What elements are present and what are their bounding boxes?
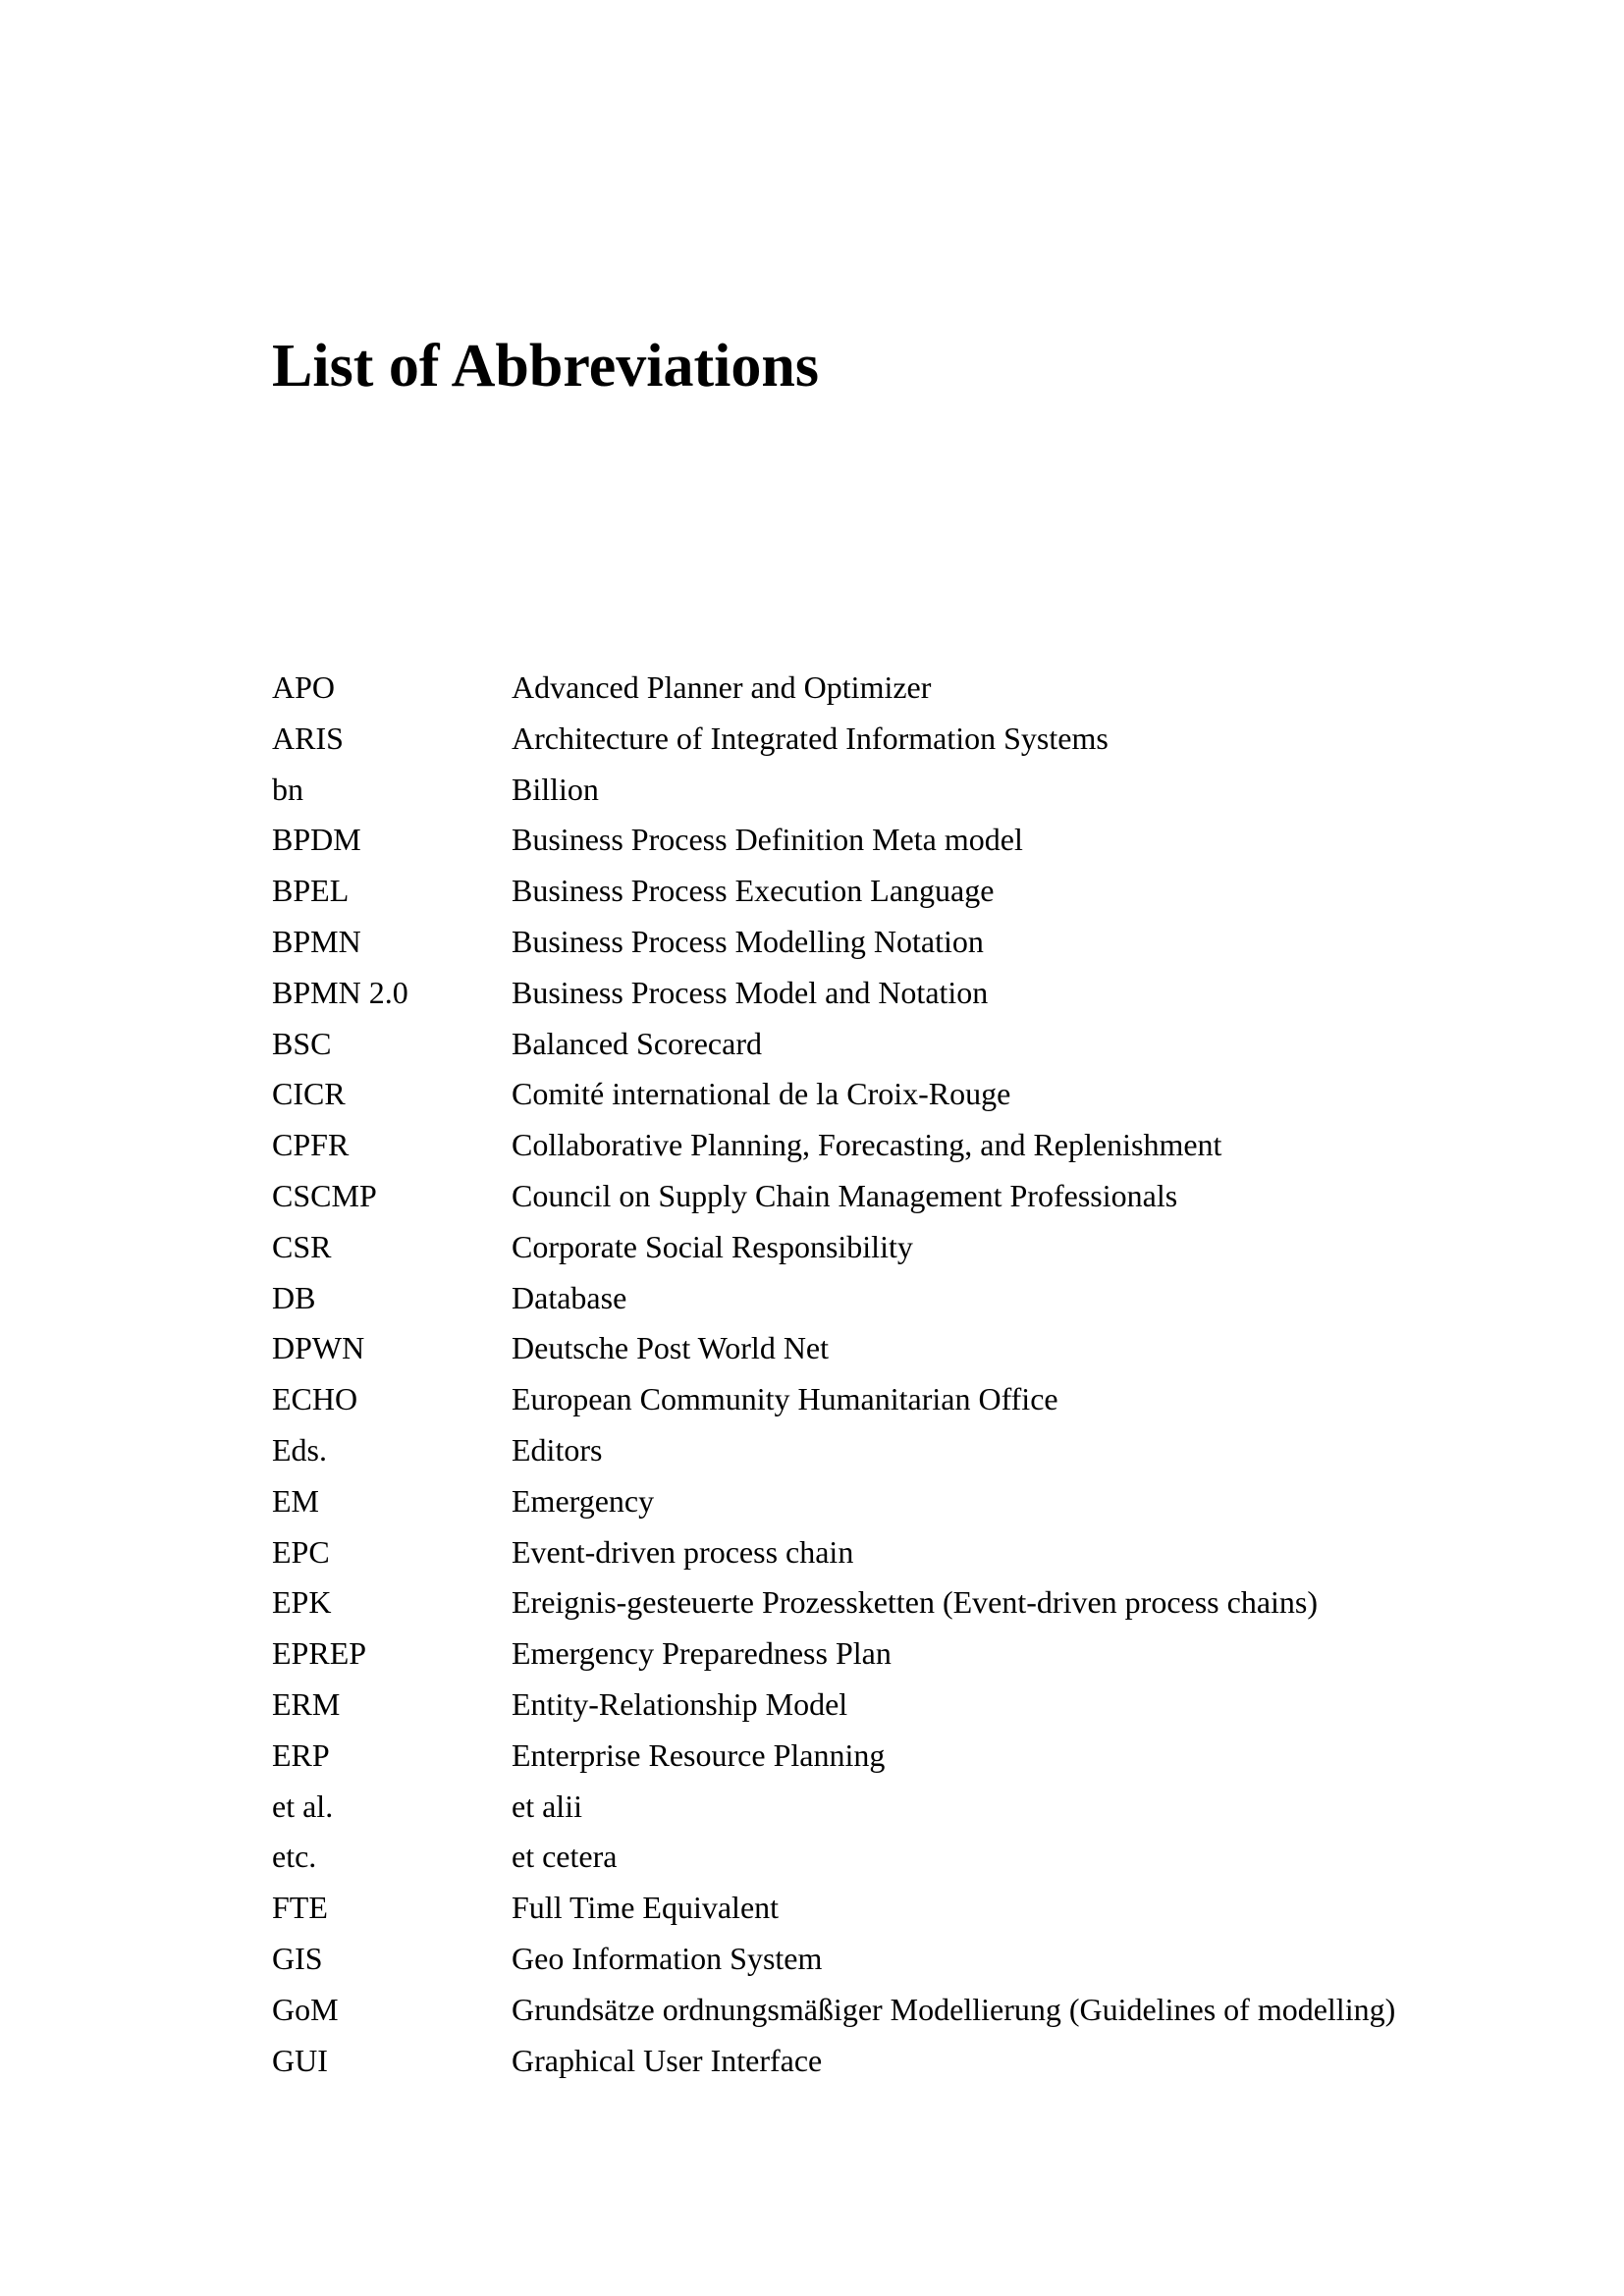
abbreviation-entry: [272, 1227, 1548, 1278]
abbreviation-entry: [272, 973, 1548, 1024]
abbreviation-definition: Advanced Planner and Optimizer: [512, 669, 932, 705]
abbreviation-entry: [272, 1125, 1548, 1176]
abbreviation-entry: [272, 1328, 1548, 1379]
page-title: List of Abbreviations: [272, 333, 819, 400]
abbreviation-term: BPMN 2.0: [272, 974, 408, 1010]
abbreviation-term: EPK: [272, 1584, 332, 1621]
abbreviation-entry: [272, 1074, 1548, 1125]
abbreviation-entry: [272, 1481, 1548, 1532]
abbreviation-entry: [272, 1787, 1548, 1838]
abbreviation-definition: et alii: [512, 1788, 582, 1824]
abbreviation-definition: Editors: [512, 1431, 603, 1468]
abbreviation-definition: Business Process Modelling Notation: [512, 923, 984, 959]
abbreviation-definition: Full Time Equivalent: [512, 1890, 780, 1926]
abbreviation-definition: Business Process Definition Meta model: [512, 822, 1023, 858]
abbreviation-term: EPREP: [272, 1635, 367, 1672]
abbreviation-entry: [272, 1888, 1548, 1939]
abbreviation-entry: [272, 922, 1548, 973]
abbreviation-term: CSCMP: [272, 1177, 377, 1213]
abbreviation-list: [272, 667, 1548, 2091]
abbreviation-entry: [272, 1430, 1548, 1481]
abbreviation-definition: et cetera: [512, 1839, 618, 1875]
abbreviation-entry: [272, 719, 1548, 770]
abbreviation-term: bn: [272, 771, 303, 807]
abbreviation-term: etc.: [272, 1839, 317, 1875]
abbreviation-definition: Business Process Execution Language: [512, 873, 995, 909]
abbreviation-term: GIS: [272, 1940, 323, 1976]
abbreviation-entry: [272, 1633, 1548, 1684]
abbreviation-term: BPDM: [272, 822, 361, 858]
abbreviation-term: CSR: [272, 1228, 332, 1264]
abbreviation-entry: [272, 820, 1548, 871]
abbreviation-entry: [272, 770, 1548, 821]
abbreviation-term: ECHO: [272, 1381, 358, 1417]
abbreviation-definition: European Community Humanitarian Office: [512, 1381, 1058, 1417]
abbreviation-term: CICR: [272, 1076, 346, 1112]
abbreviation-entry: [272, 1176, 1548, 1227]
abbreviation-term: GoM: [272, 1991, 339, 2027]
abbreviation-definition: Graphical User Interface: [512, 2042, 823, 2078]
abbreviation-definition: Deutsche Post World Net: [512, 1330, 830, 1366]
abbreviation-entry: [272, 2041, 1548, 2092]
abbreviation-term: Eds.: [272, 1431, 327, 1468]
abbreviation-entry: [272, 1735, 1548, 1787]
abbreviation-term: BSC: [272, 1025, 332, 1061]
abbreviation-term: ERP: [272, 1736, 330, 1773]
abbreviation-term: DB: [272, 1279, 316, 1315]
abbreviation-entry: [272, 871, 1548, 922]
abbreviation-definition: Collaborative Planning, Forecasting, and Replenishment: [512, 1127, 1222, 1163]
abbreviation-entry: [272, 1278, 1548, 1329]
abbreviation-entry: [272, 1582, 1548, 1633]
abbreviation-entry: [272, 1990, 1548, 2041]
abbreviation-definition: Grundsätze ordnungsmäßiger Modellierung (Guidelines of modelling): [512, 1991, 1396, 2027]
abbreviation-term: ARIS: [272, 720, 344, 756]
abbreviation-definition: Enterprise Resource Planning: [512, 1736, 886, 1773]
abbreviation-definition: Emergency: [512, 1482, 655, 1519]
abbreviation-term: DPWN: [272, 1330, 365, 1366]
abbreviation-entry: [272, 1532, 1548, 1583]
abbreviation-term: CPFR: [272, 1127, 350, 1163]
abbreviation-term: EM: [272, 1482, 319, 1519]
abbreviation-entry: [272, 1024, 1548, 1075]
abbreviation-term: GUI: [272, 2042, 328, 2078]
abbreviation-definition: Corporate Social Responsibility: [512, 1228, 913, 1264]
abbreviation-entry: [272, 667, 1548, 719]
abbreviation-entry: [272, 1684, 1548, 1735]
abbreviation-definition: Business Process Model and Notation: [512, 974, 989, 1010]
abbreviation-term: BPEL: [272, 873, 350, 909]
abbreviation-definition: Balanced Scorecard: [512, 1025, 762, 1061]
abbreviation-definition: Council on Supply Chain Management Professionals: [512, 1177, 1178, 1213]
abbreviation-definition: Event-driven process chain: [512, 1533, 854, 1570]
abbreviation-definition: Comité international de la Croix-Rouge: [512, 1076, 1011, 1112]
abbreviation-term: et al.: [272, 1788, 334, 1824]
abbreviation-definition: Billion: [512, 771, 599, 807]
abbreviation-definition: Architecture of Integrated Information Systems: [512, 720, 1109, 756]
abbreviation-term: APO: [272, 669, 336, 705]
abbreviation-definition: Entity-Relationship Model: [512, 1685, 848, 1722]
abbreviation-definition: Geo Information System: [512, 1940, 823, 1976]
abbreviation-definition: Database: [512, 1279, 627, 1315]
abbreviation-entry: [272, 1379, 1548, 1430]
abbreviation-term: ERM: [272, 1685, 341, 1722]
abbreviation-entry: [272, 1939, 1548, 1990]
abbreviation-entry: [272, 1837, 1548, 1888]
abbreviation-term: FTE: [272, 1890, 328, 1926]
abbreviation-term: BPMN: [272, 923, 361, 959]
abbreviation-definition: Emergency Preparedness Plan: [512, 1635, 892, 1672]
abbreviation-term: EPC: [272, 1533, 330, 1570]
abbreviation-definition: Ereignis-gesteuerte Prozessketten (Event-driven process chains): [512, 1584, 1319, 1621]
